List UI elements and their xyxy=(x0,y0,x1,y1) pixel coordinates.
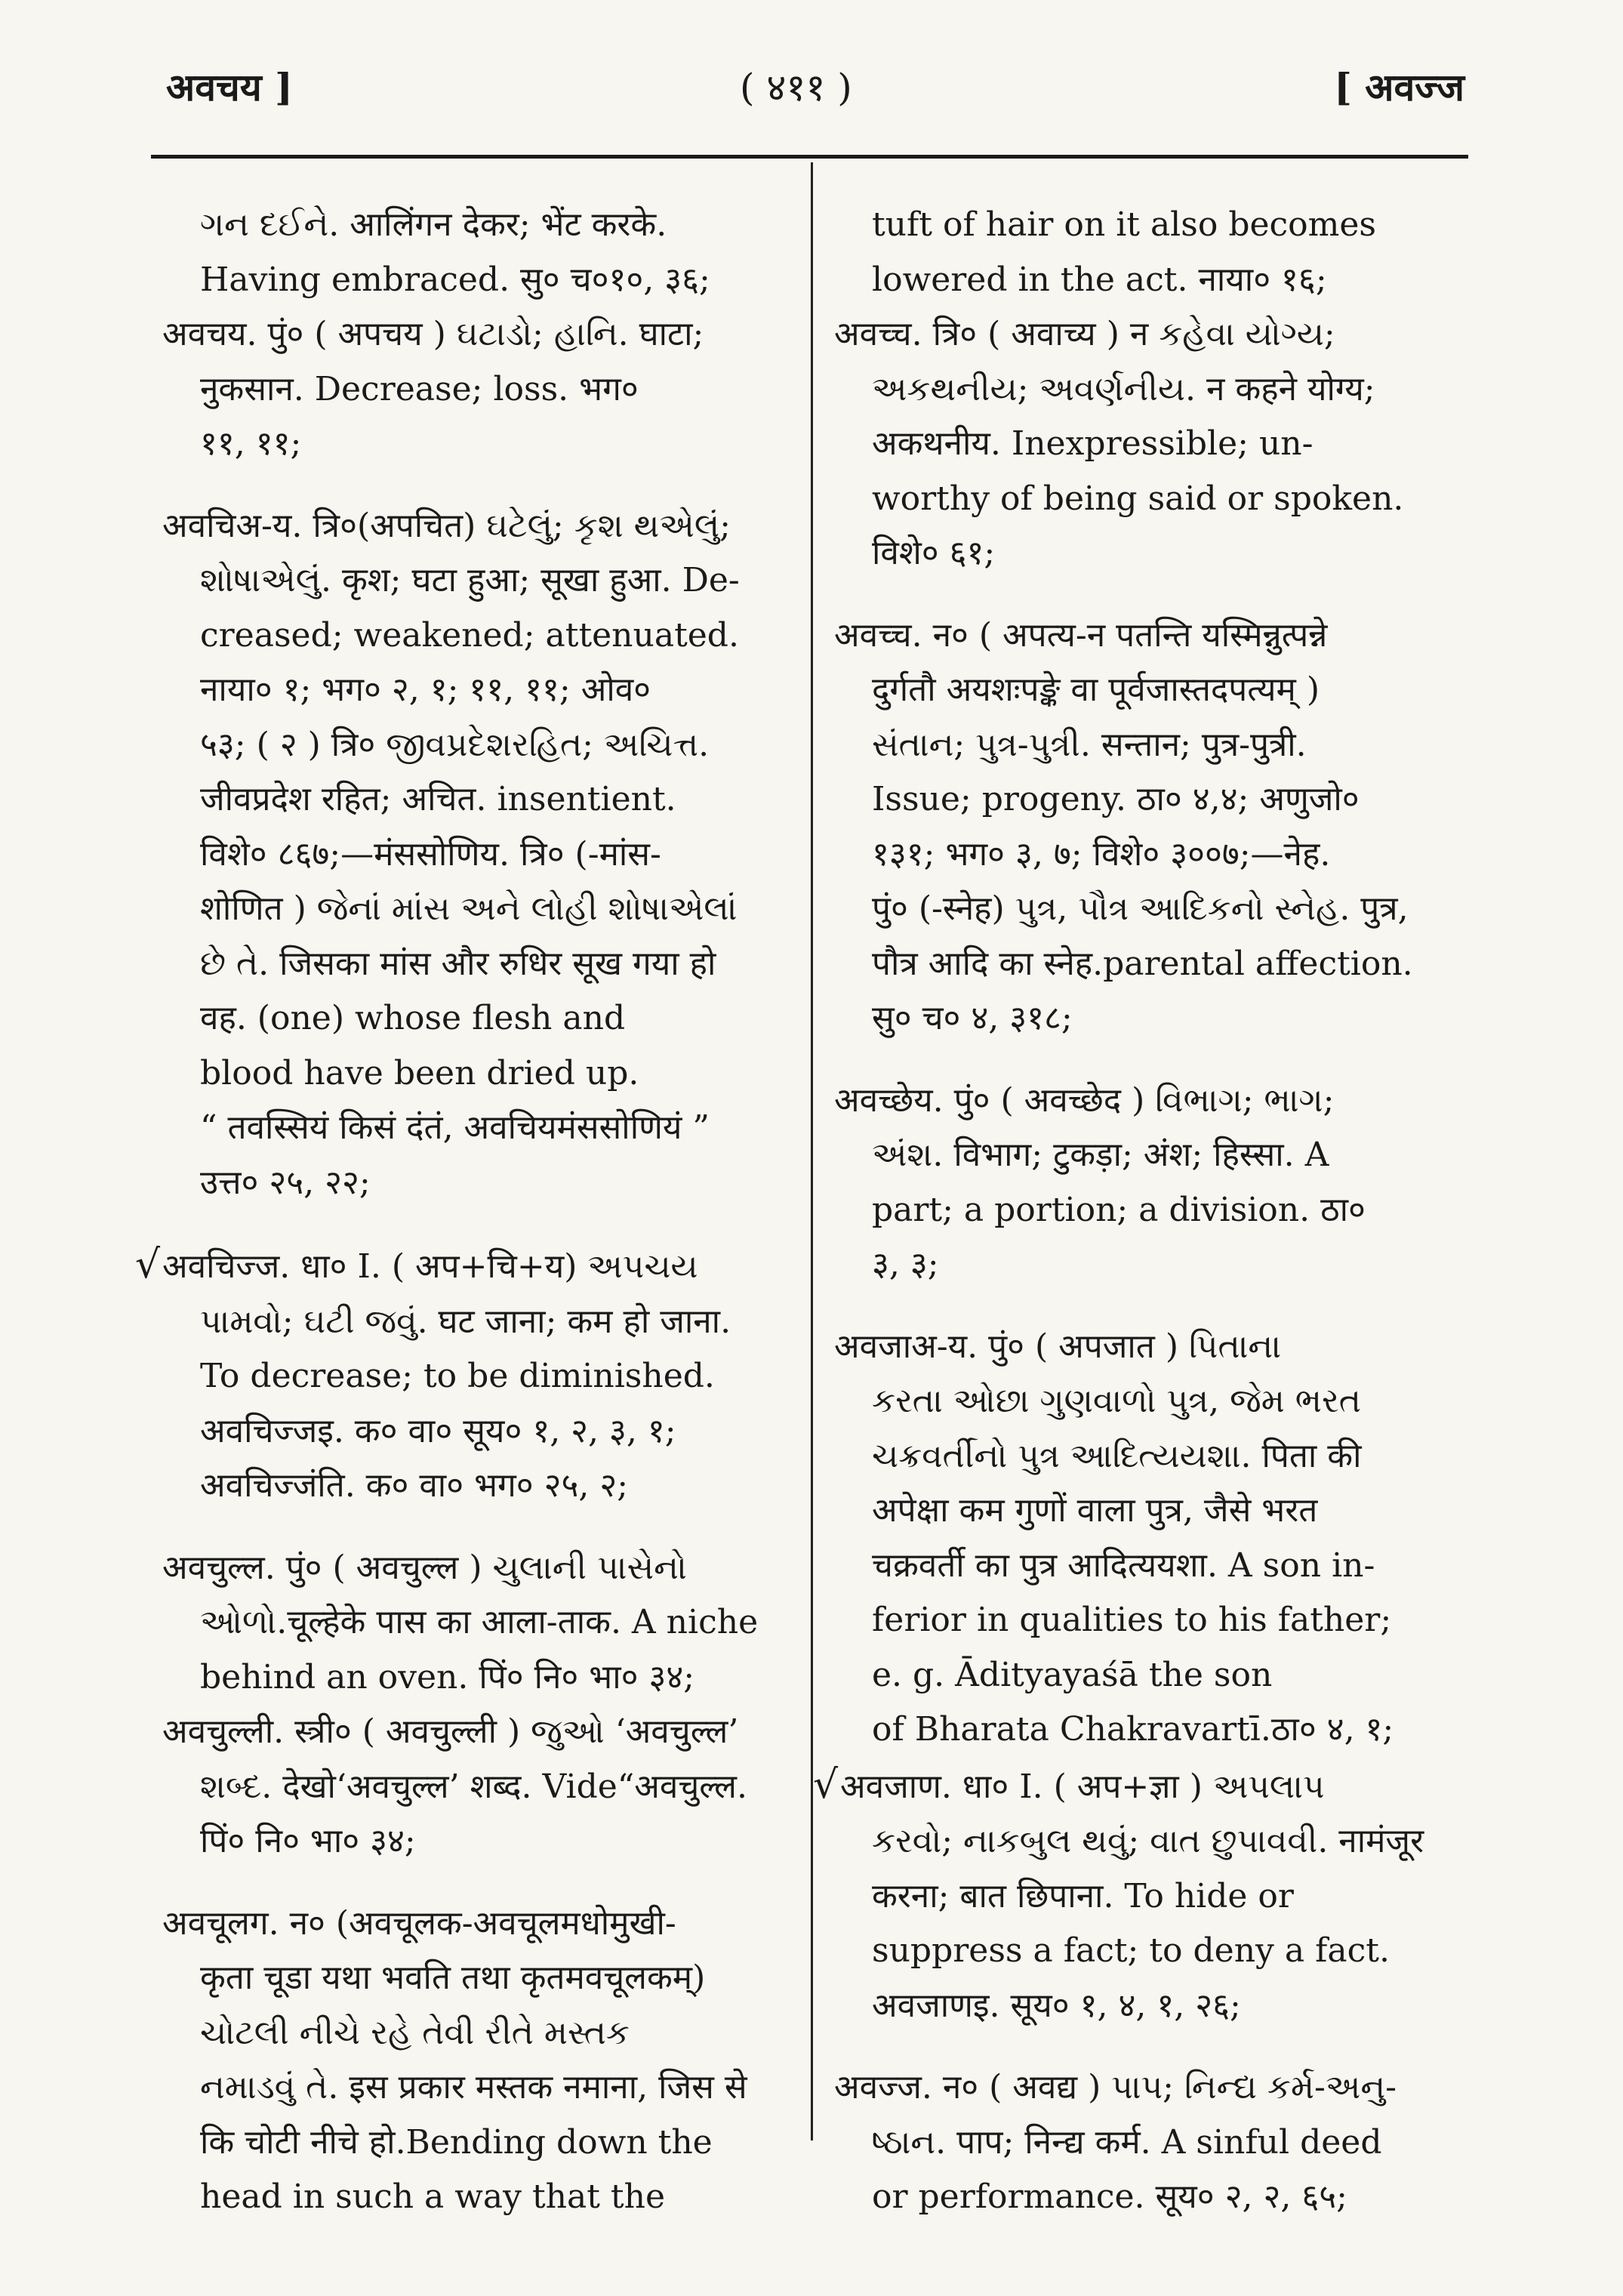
text-line: अपेक्षा कम गुणों वाला पुत्र, जैसे भरत xyxy=(872,1491,1318,1530)
left-column xyxy=(135,198,796,2225)
entry-gap xyxy=(162,472,796,499)
text-line: Having embraced. सु० च०१०, ३६; xyxy=(200,260,710,299)
column-divider xyxy=(811,162,813,2140)
page-number: ( ४११ ) xyxy=(740,66,852,109)
text-line: ferior in qualities to his father; xyxy=(872,1601,1392,1639)
text-line: blood have been dried up. xyxy=(200,1053,639,1093)
text-line: दुर्गतौ अयशःपङ्के वा पूर्वजास्तदपत्यम् ) xyxy=(872,670,1320,709)
entry-head-line: अवच्छेय. पुं० ( अवच्छेद ) વિભાગ; ભાગ; xyxy=(834,1080,1335,1120)
text-line: विशे० ८६७;—मंससोणिय. त्रि० (-मांस- xyxy=(200,834,661,874)
text-line: Issue; progeny. ठा० ४,४; अणुजो० xyxy=(872,780,1360,818)
text-line: worthy of being said or spoken. xyxy=(872,479,1404,518)
header-rule xyxy=(151,155,1468,159)
entry-head-line: अवच्च. त्रि० ( अवाच्य ) न કહેવા યોગ્ય; xyxy=(834,315,1335,353)
entry-head-line: अवचय. पुं० ( अपचय ) ઘટાડો; હાનિ. घाटा; xyxy=(162,315,704,353)
header-right-guideword: [ अवज्ज xyxy=(1334,65,1464,109)
text-line: To decrease; to be diminished. xyxy=(200,1357,715,1395)
entry-head-line: अवच्च. न० ( अपत्य-न पतन्ति यस्मिन्नुत्पन्ने xyxy=(834,615,1328,655)
text-line: सु० च० ४, ३१८; xyxy=(872,999,1073,1037)
text-line: અકથનીય; અવર્ણનીય. न कहने योग्य; xyxy=(872,369,1375,408)
entry-head-line xyxy=(135,1237,796,1295)
entry-head-text: अवजाण. धा० I. ( अप+ज्ञा ) અપલાપ xyxy=(840,1767,1325,1806)
text-line: નમાડવું તે. इस प्रकार मस्तक नमाना, जिस से xyxy=(200,2068,747,2106)
entry-gap xyxy=(162,1869,796,1897)
entry-head-line xyxy=(813,1758,1464,1815)
text-line: चक्रवर्ती का पुत्र आदित्ययशा. A son in- xyxy=(872,1546,1375,1585)
text-line: e. g. Ādityayaśā the son xyxy=(872,1655,1273,1694)
text-line: સંતાન; પુત્ર-પુત્રી. सन्तान; पुत्र-पुत्री. xyxy=(872,725,1307,764)
entry-head-line: अवज्ज. न० ( अवद्य ) પાપ; નિન્દ્ય કર્મ-અનુ- xyxy=(834,2068,1397,2106)
checkmark-icon: √ xyxy=(135,1242,161,1287)
text-line: ३, ३; xyxy=(872,1245,939,1284)
header-left-guideword: अवचय ] xyxy=(166,65,293,109)
text-line: પામવો; ઘટી જવું. घट जाना; कम हो जाना. xyxy=(200,1302,731,1341)
text-line: or performance. सूय० २, २, ६५; xyxy=(872,2177,1347,2216)
text-line: ગન દઈને. आलिंगन देकर; भेंट करके. xyxy=(200,205,667,244)
entry-head-line: अवचुल्ली. स्त्री० ( अवचुल्ली ) જુઓ ‘अवचुल्ल’ xyxy=(162,1712,739,1751)
text-line: पुं० (-स्नेह) પુત્ર, પૌત્ર આદિકનો સ્નેહ. पुत्र, xyxy=(872,889,1409,928)
entry-gap xyxy=(162,1514,796,1541)
entry-head-line: अवजाअ-य. पुं० ( अपजात ) પિતાના xyxy=(834,1327,1281,1366)
entry-gap xyxy=(834,1046,1464,1074)
text-line: अवजाणइ. सूय० १, ४, १, २६; xyxy=(872,1986,1241,2025)
text-line: suppress a fact; to deny a fact. xyxy=(872,1931,1390,1970)
text-line: lowered in the act. नाया० १६; xyxy=(872,260,1327,299)
entry-head-text: अवचिज्ज. धा० I. ( अप+चि+य) અપચય xyxy=(162,1247,698,1286)
entry-head-line: अवचिअ-य. त्रि०(अपचित) ઘટેલું; કૃશ થએલું; xyxy=(162,506,731,545)
checkmark-icon: √ xyxy=(813,1761,839,1808)
text-line: अकथनीय. Inexpressible; un- xyxy=(872,424,1313,463)
text-line: head in such a way that the xyxy=(200,2177,665,2216)
entry-head-line: अवचुल्ल. पुं० ( अवचुल्ल ) ચુલાની પાસેનો xyxy=(162,1548,687,1587)
text-line: करना; बात छिपाना. To hide or xyxy=(872,1876,1294,1915)
text-line: creased; weakened; attenuated. xyxy=(200,615,739,655)
text-line: શોષાએલું. कृश; घटा हुआ; सूखा हुआ. De- xyxy=(200,561,740,599)
text-line: कि चोटी नीचे हो.Bending down the xyxy=(200,2122,713,2162)
text-line: ચોટલી નીચે રહે તેવી રીતે મસ્તક xyxy=(200,2013,630,2052)
right-column xyxy=(813,198,1464,2225)
quotation-line: “ तवस्सियं किसं दंतं, अवचियमंससोणियं ” xyxy=(200,1108,710,1147)
text-line: શબ્દ. देखो‘अवचुल्ल’ शब्द. Vide“अवचुल्ल. xyxy=(200,1767,747,1806)
text-line: जीवप्रदेश रहित; अचित. insentient. xyxy=(200,780,676,818)
text-line: ५३; ( २ ) त्रि० જીવપ્રદેશરહિત; અચિત્ત. xyxy=(200,725,710,764)
text-line: કરતા ઓછા ગુણવાળો પુત્ર, જેમ ભરત xyxy=(872,1382,1361,1420)
text-line: अवचिज्जइ. क० वा० सूय० १, २, ३, १; xyxy=(200,1411,676,1450)
text-line: उत्त० २५, २२; xyxy=(200,1163,371,1202)
entry-head-line: अवचूलग. न० (अवचूलक-अवचूलमधोमुखी- xyxy=(162,1903,676,1943)
entry-gap xyxy=(162,1210,796,1237)
text-line: part; a portion; a division. ठा० xyxy=(872,1190,1366,1229)
text-line: १३१; भग० ३, ७; विशे० ३००७;—नेह. xyxy=(872,834,1331,874)
text-line: ११, ११; xyxy=(200,424,302,463)
text-line: કરવો; નાકબુલ થવું; વાત છુપાવવી. नामंजूर xyxy=(872,1822,1424,1860)
text-line: tuft of hair on it also becomes xyxy=(872,205,1376,244)
text-line: नाया० १; भग० २, १; ११, ११; ओव० xyxy=(200,670,651,709)
text-line: पौत्र आदि का स्नेह.parental affection. xyxy=(872,944,1413,983)
text-line: कृता चूडा यथा भवति तथा कृतमवचूलकम्) xyxy=(200,1959,706,1997)
entry-gap xyxy=(834,581,1464,609)
entry-gap xyxy=(834,1293,1464,1320)
text-line: शोणित ) જેનાં માંસ અને લોહી શોષાએલાં xyxy=(200,889,738,928)
text-line: ઓળો.चूल्हेके पास का आला-ताक. A niche xyxy=(200,1603,759,1641)
text-line: ષ્ઠાન. पाप; निन्द्य कर्म. A sinful deed xyxy=(872,2122,1382,2162)
text-line: विशे० ६१; xyxy=(872,534,996,572)
text-line: of Bharata Chakravartī.ठा० ४, १; xyxy=(872,1710,1394,1749)
entry-gap xyxy=(834,2033,1464,2060)
text-line: अवचिज्जंति. क० वा० भग० २५, २; xyxy=(200,1466,629,1505)
text-line: behind an oven. पिं० नि० भा० ३४; xyxy=(200,1657,695,1697)
text-line: वह. (one) whose flesh and xyxy=(200,999,626,1037)
text-line: पिं० नि० भा० ३४; xyxy=(200,1822,416,1860)
text-line: છે તે. जिसका मांस और रुधिर सूख गया हो xyxy=(200,944,716,983)
text-line: नुकसान. Decrease; loss. भग० xyxy=(200,369,639,408)
text-line: ચક્રવર્તીનો પુત્ર આદિત્યયશા. पिता की xyxy=(872,1436,1362,1475)
text-line: અંશ. विभाग; टुकड़ा; अंश; हिस्सा. A xyxy=(872,1136,1329,1174)
